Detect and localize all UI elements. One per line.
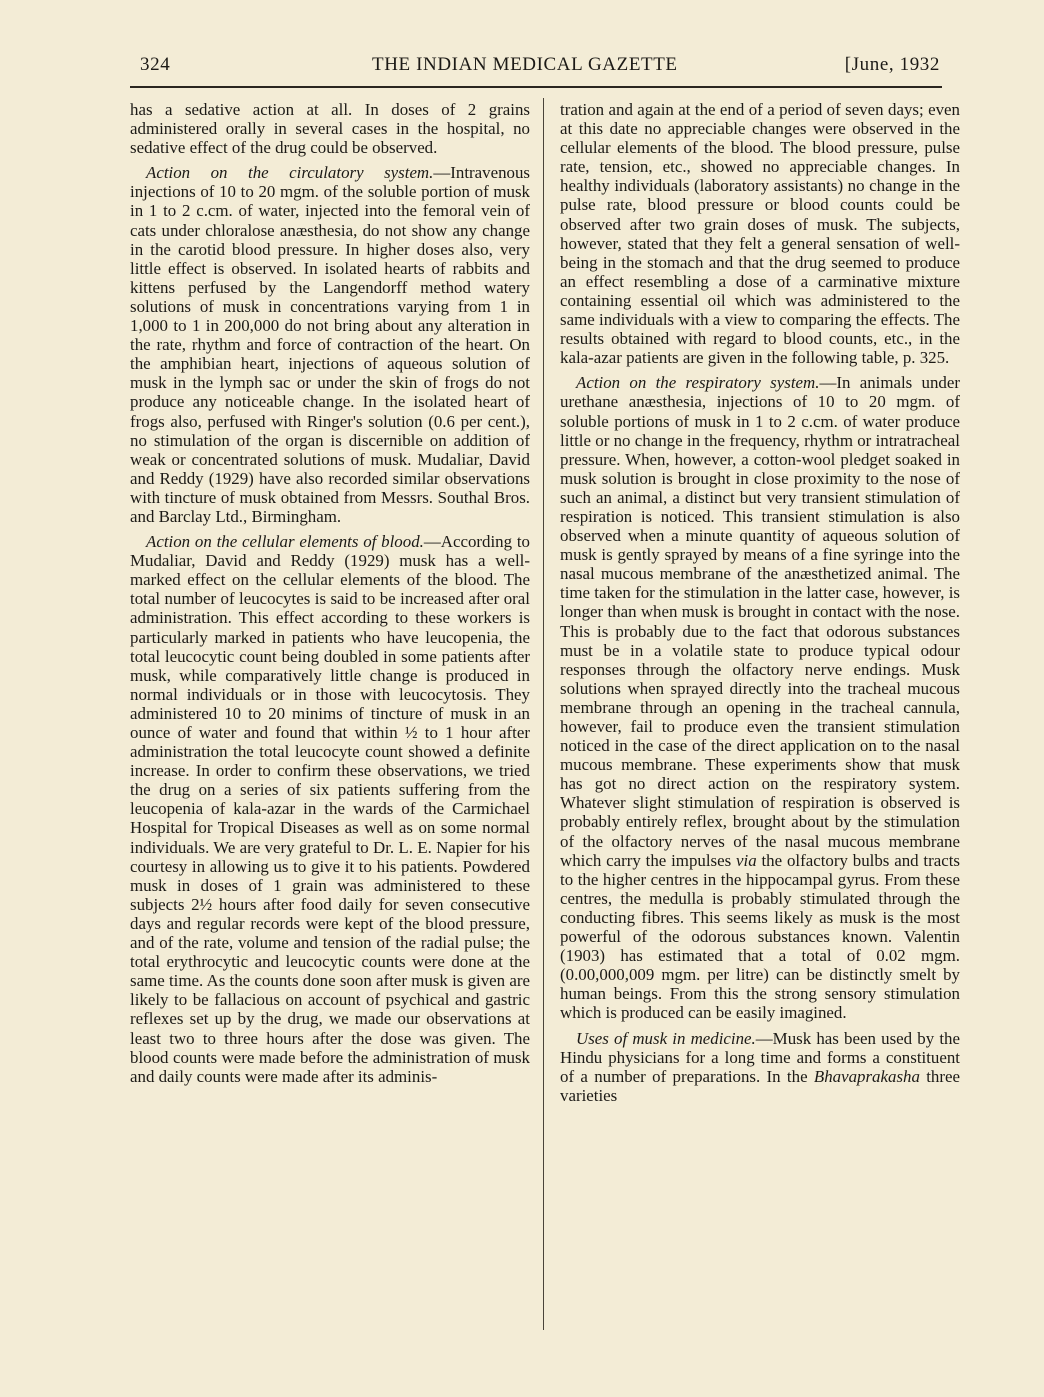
paragraph-text: —Musk has been used by the Hindu physicians for a long time and forms a constituent of a number of preparations. In the <box>560 1028 960 1086</box>
section-heading: Uses of musk in medicine. <box>576 1028 756 1048</box>
section-heading: Action on the circulatory system. <box>146 163 434 183</box>
page-header <box>140 54 940 80</box>
italic-term: via <box>736 850 757 870</box>
paragraph-text: —In animals under urethane anæsthesia, injections of 10 to 20 mgm. of soluble portions of musk in 1 to 2 c.cm. of water produce little or no change in the frequency, rhythm or intratracheal pressure. When, however, a cotton-wool pledget soaked in musk solution is brought in close proximity to the nose of such an animal, a distinct but very transient stimulation of respiration is noticed. This transient stimulation is also observed when a minute quantity of aqueous solution of musk is gently sprayed by means of a fine syringe into the nasal mucous membrane of the anæsthetized animal. The time taken for the stimulation in the latter case, however, is longer than when musk is brought in contact with the nose. This is probably due to the fact that odorous substances must be in a volatile state to produce typical odour responses through the olfactory nerve endings. Musk solutions when sprayed directly into the tracheal mucous membrane through an opening in the tracheal cannula, however, fail to produce even the transient stimulation noticed in the case of the direct application on to the nasal mucous membrane. These experiments show that musk has got no direct action on the respiratory system. Whatever slight stimulation of respiration is observed is probably entirely reflex, brought about by the stimulation of the olfactory nerves of the nasal mucous membrane which carry the impulses <box>560 373 960 870</box>
paragraph <box>560 373 960 1022</box>
left-column <box>130 100 530 1086</box>
paragraph: has a sedative action at all. In doses of 2 grains administered orally in several cases in the hospital, no sedative effect of the drug could be observed. <box>130 100 530 158</box>
section-heading: Action on the respiratory system. <box>576 373 820 393</box>
paragraph <box>130 532 530 1086</box>
paragraph: tration and again at the end of a period of seven days; even at this date no appreciable changes were observed in the cellular elements of the blood. The blood pressure, pulse rate, tension, etc., showed no appreciable changes. In healthy individuals (laboratory assistants) no change in the pulse rate, blood pressure or blood counts could be observed after two grain doses of musk. The subjects, however, stated that they felt a general sensation of well-being in the stomach and that the drug seemed to produce an effect resembling a dose of a carminative mixture containing essential oil which was administered to the same individuals with a view to comparing the effects. The results obtained with regard to blood counts, etc., in the kala-azar patients are given in the following table, p. 325. <box>560 100 960 368</box>
section-heading: Action on the cellular elements of blood. <box>146 532 424 552</box>
paragraph-text: —Intravenous injections of 10 to 20 mgm. of the soluble portion of musk in 1 to 2 c.cm. of water, injected into the femoral vein of cats under chloralose anæsthesia, do not show any change in the carotid blood pressure. In higher doses also, very little effect is observed. In isolated hearts of rabbits and kittens perfused by the Langendorff method watery solutions of musk in concentrations varying from 1 in 1,000 to 1 in 200,000 do not bring about any alteration in the rate, rhythm and force of contraction of the heart. On the amphibian heart, injections of aqueous solution of musk in the lymph sac or under the skin of frogs do not produce any noticeable change. In the isolated heart of frogs also, perfused with Ringer's solution (0.6 per cent.), no stimulation of the organ is discernible on addition of weak or concentrated solutions of musk. Mudaliar, David and Reddy (1929) have also recorded similar observations with tincture of musk obtained from Messrs. Southal Bros. and Barclay Ltd., Birmingham. <box>130 163 530 526</box>
page-number: 324 <box>140 54 171 75</box>
paragraph <box>560 1029 960 1105</box>
paragraph-text: three varieties <box>560 1066 960 1105</box>
journal-title: THE INDIAN MEDICAL GAZETTE <box>372 54 678 75</box>
paragraph-text: the olfactory bulbs and tracts to the higher centres in the hippocampal gyrus. From these centres, the medulla is probably stimulated through the conducting fibres. This seems likely as musk is the most powerful of the odorous substances known. Valentin (1903) has estimated that a total of 0.02 mgm. (0.00,000,009 mgm. per litre) can be distinctly smelt by human beings. From this the strong sensory stimulation which is produced can be easily imagined. <box>560 850 960 1023</box>
paragraph-text: —According to Mudaliar, David and Reddy (1929) musk has a well-marked effect on the cellular elements of the blood. The total number of leucocytes is said to be increased after oral administration. This effect according to these workers is particularly marked in patients who have leucopenia, the total leucocytic count being doubled in some patients after musk, while comparatively little change is produced in normal individuals or in those with leucocytosis. They administered 10 to 20 minims of tincture of musk in an ounce of water and found that within ½ to 1 hour after administration the total leucocyte count showed a definite increase. In order to confirm these observations, we tried the drug on a series of six patients suffering from the leucopenia of kala-azar in the wards of the Carmichael Hospital for Tropical Diseases as well as on some normal individuals. We are very grateful to Dr. L. E. Napier for his courtesy in allowing us to give it to his patients. Powdered musk in doses of 1 grain was administered to these subjects 2½ hours after food daily for seven consecutive days and regular records were kept of the blood pressure, and of the rate, volume and tension of the radial pulse; the total erythrocytic and leucocytic counts were done at the same time. As the counts done soon after musk is given are likely to be fallacious on account of psychical and gastric reflexes set up by the drug, we made our observations at least two to three hours after the dose was given. The blood counts were made before the administration of musk and daily counts were made after its adminis- <box>130 532 530 1086</box>
book-title: Bhavaprakasha <box>813 1066 920 1086</box>
issue-date: [June, 1932 <box>844 54 940 75</box>
right-column <box>560 100 960 1105</box>
header-rule <box>130 86 942 88</box>
paragraph <box>130 163 530 526</box>
column-divider <box>543 98 544 1330</box>
